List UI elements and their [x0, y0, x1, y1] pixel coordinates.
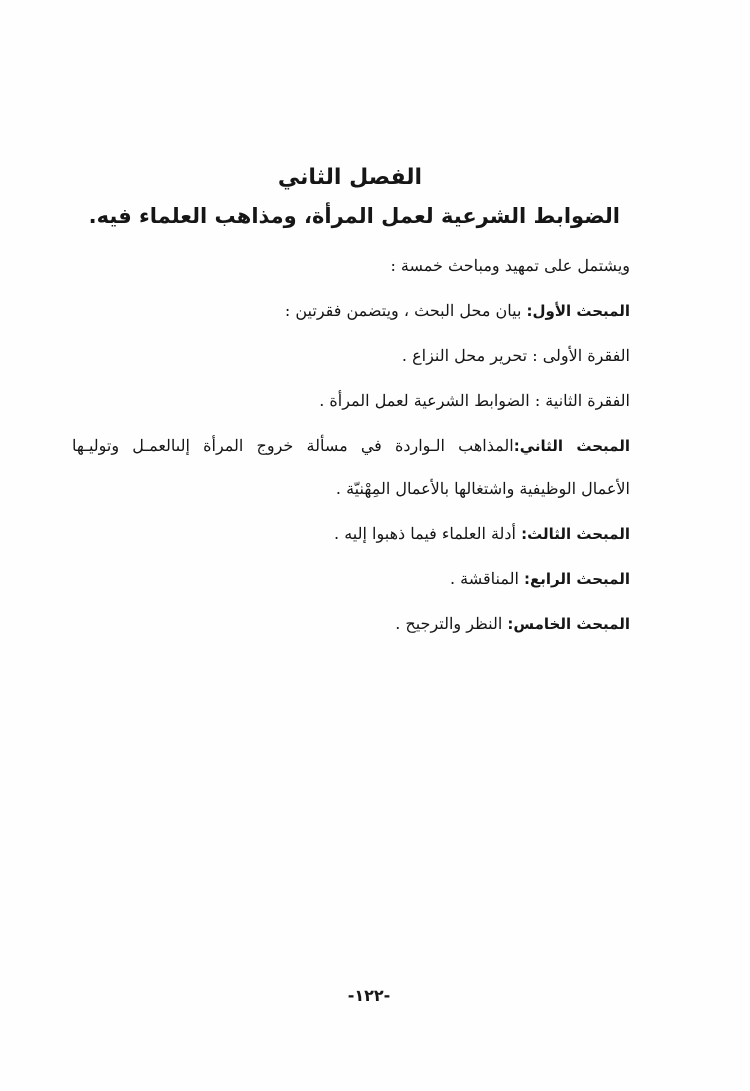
page-content [72, 165, 630, 657]
section-3 [78, 522, 630, 546]
section-3-label: المبحث الثالث: [521, 525, 630, 543]
section-4 [78, 567, 630, 591]
section-4-label: المبحث الرابع: [524, 570, 630, 588]
section-5-label: المبحث الخامس: [507, 615, 630, 633]
intro-line: ويشتمل على تمهيد ومباحث خمسة : [390, 256, 630, 275]
section-5 [78, 612, 630, 636]
section-4-text: المناقشة . [449, 569, 524, 588]
section-2-continuation: الأعمال الوظيفية واشتغالها بالأعمال المِهْنيّة . [335, 479, 630, 498]
section-2-text: المذاهب الـواردة في مسألة خروج المرأة إلىالعمـل وتوليـها [72, 436, 514, 455]
section-1-label: المبحث الأول: [526, 302, 630, 320]
subsection-1: الفقرة الأولى : تحرير محل النزاع . [401, 346, 630, 365]
chapter-title: الفصل الثاني [277, 165, 423, 190]
section-3-text: أدلة العلماء فيما ذهبوا إليه . [334, 524, 522, 543]
section-1 [78, 299, 630, 323]
subsection-2: الفقرة الثانية : الضوابط الشرعية لعمل المرأة . [319, 391, 630, 410]
chapter-subtitle: الضوابط الشرعية لعمل المرأة، ومذاهب العلماء فيه. [88, 204, 620, 228]
section-2 [72, 434, 630, 458]
page-number: -١٢٢- [347, 986, 391, 1005]
section-5-text: النظر والترجيح . [395, 614, 508, 633]
section-1-text: بيان محل البحث ، ويتضمن فقرتين : [284, 301, 527, 320]
section-2-label: المبحث الثاني: [513, 437, 630, 455]
